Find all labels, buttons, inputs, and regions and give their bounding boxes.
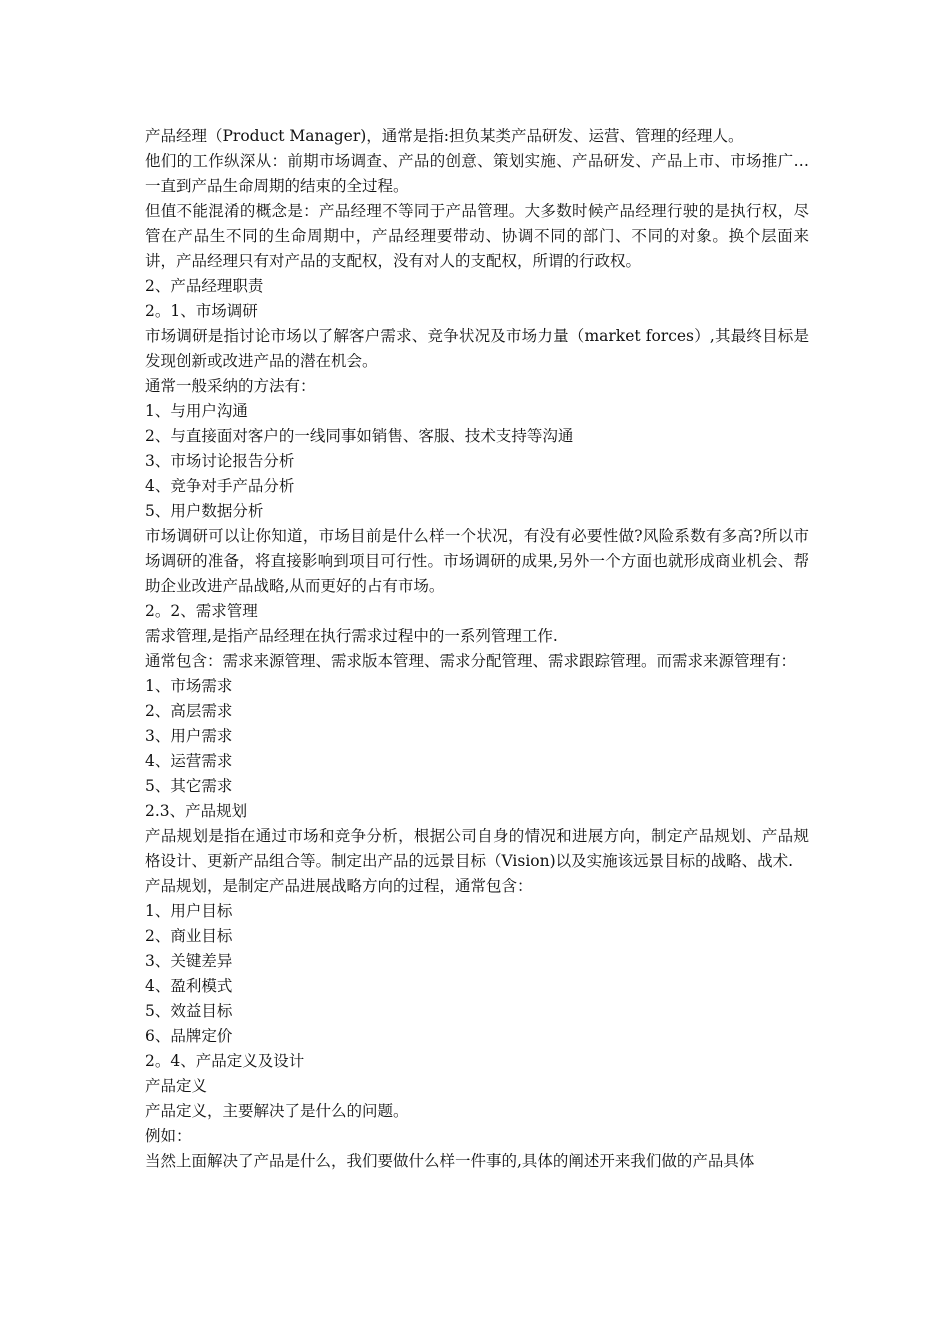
list-item: 5、效益目标 <box>145 1002 233 1020</box>
list-item: 4、盈利模式 <box>145 977 233 995</box>
paragraph: 通常包含：需求来源管理、需求版本管理、需求分配管理、需求跟踪管理。而需求来源管理有： <box>145 652 797 670</box>
subsection-heading: 2。2、需求管理 <box>145 602 258 620</box>
subsection-heading: 2.3、产品规划 <box>145 802 248 820</box>
list-item: 4、运营需求 <box>145 752 233 770</box>
list-item: 3、关键差异 <box>145 952 233 970</box>
paragraph: 产品规划是指在通过市场和竞争分析，根据公司自身的情况和进展方向，制定产品规划、产品规格设计、更新产品组合等。制定出产品的远景目标（Vision)以及实施该远景目标的战略、战术. <box>145 827 809 870</box>
section-heading: 2、产品经理职责 <box>145 277 264 295</box>
list-item: 3、用户需求 <box>145 727 233 745</box>
list-item: 3、市场讨论报告分析 <box>145 452 295 470</box>
paragraph: 市场调研是指讨论市场以了解客户需求、竞争状况及市场力量（market forces）,其最终目标是发现创新或改进产品的潜在机会。 <box>145 327 809 370</box>
list-item: 1、市场需求 <box>145 677 233 695</box>
document-body <box>145 124 809 1174</box>
list-item: 1、与用户沟通 <box>145 402 248 420</box>
subsection-heading: 2。4、产品定义及设计 <box>145 1052 305 1070</box>
paragraph: 产品定义，主要解决了是什么的问题。 <box>145 1102 409 1120</box>
paragraph: 但值不能混淆的概念是：产品经理不等同于产品管理。大多数时候产品经理行驶的是执行权，尽管在产品生不同的生命周期中，产品经理要带动、协调不同的部门、不同的对象。换个层面来讲，产品经理只有对产品的支配权，没有对人的支配权，所谓的行政权。 <box>145 202 809 270</box>
paragraph: 需求管理,是指产品经理在执行需求过程中的一系列管理工作. <box>145 627 558 645</box>
list-item: 6、品牌定价 <box>145 1027 233 1045</box>
list-item: 1、用户目标 <box>145 902 233 920</box>
paragraph: 当然上面解决了产品是什么，我们要做什么样一件事的,具体的阐述开来我们做的产品具体 <box>145 1152 755 1170</box>
list-item: 2、商业目标 <box>145 927 233 945</box>
list-item: 5、用户数据分析 <box>145 502 264 520</box>
list-item: 4、竞争对手产品分析 <box>145 477 295 495</box>
paragraph: 产品定义 <box>145 1077 208 1095</box>
subsection-heading: 2。1、市场调研 <box>145 302 258 320</box>
paragraph: 通常一般采纳的方法有： <box>145 377 316 395</box>
list-item: 2、高层需求 <box>145 702 233 720</box>
paragraph: 例如： <box>145 1127 192 1145</box>
list-item: 5、其它需求 <box>145 777 233 795</box>
paragraph: 市场调研可以让你知道，市场目前是什么样一个状况，有没有必要性做?风险系数有多高?所以市场调研的准备，将直接影响到项目可行性。市场调研的成果,另外一个方面也就形成商业机会、帮助企业改进产品战略,从而更好的占有市场。 <box>145 527 809 595</box>
paragraph: 产品经理（Product Manager)，通常是指:担负某类产品研发、运营、管理的经理人。 <box>145 127 744 145</box>
paragraph: 他们的工作纵深从：前期市场调查、产品的创意、策划实施、产品研发、产品上市、市场推广…一直到产品生命周期的结束的全过程。 <box>145 152 809 195</box>
paragraph: 产品规划，是制定产品进展战略方向的过程，通常包含： <box>145 877 533 895</box>
list-item: 2、与直接面对客户的一线同事如销售、客服、技术支持等沟通 <box>145 427 574 445</box>
